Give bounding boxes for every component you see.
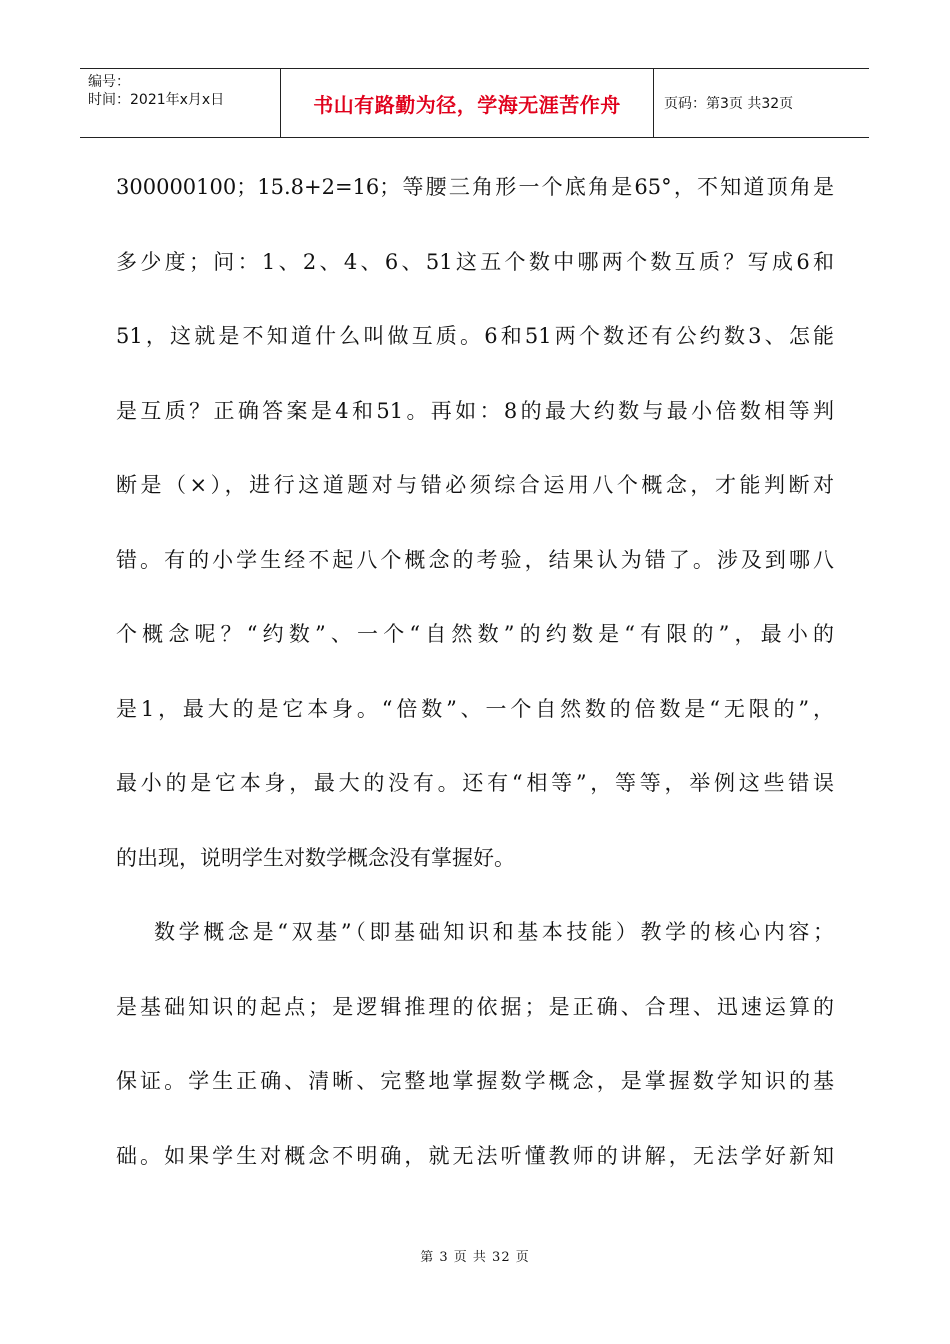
body-line: 51，这就是不知道什么叫做互质。6和51两个数还有公约数3、怎能 — [116, 324, 834, 348]
document-time-label: 时间：2021年x月x日 — [88, 92, 225, 108]
body-line: 是1，最大的是它本身。“倍数”、一个自然数的倍数是“无限的”， — [116, 696, 834, 721]
body-line: 是基础知识的起点；是逻辑推理的依据；是正确、合理、迅速运算的 — [116, 994, 834, 1019]
header-motto: 书山有路勤为径，学海无涯苦作舟 — [281, 69, 654, 137]
header-meta — [80, 69, 281, 137]
document-number-label: 编号： — [88, 74, 130, 90]
body-line: 是互质？正确答案是4和51。再如：8的最大约数与最小倍数相等判 — [116, 398, 834, 423]
body-line: 最小的是它本身，最大的没有。还有“相等”，等等，举例这些错误 — [116, 771, 834, 795]
body-line: 300000100；15.8+2=16；等腰三角形一个底角是65°，不知道顶角是 — [116, 175, 834, 199]
document-body — [116, 150, 834, 1193]
body-line: 个概念呢？“约数”、一个“自然数”的约数是“有限的”，最小的 — [116, 622, 834, 646]
body-line: 的出现，说明学生对数学概念没有掌握好。 — [116, 845, 515, 870]
body-line: 断是（×），进行这道题对与错必须综合运用八个概念，才能判断对 — [116, 473, 834, 497]
body-line: 错。有的小学生经不起八个概念的考验，结果认为错了。涉及到哪八 — [116, 547, 834, 572]
header-page-info: 页码：第3页 共32页 — [664, 96, 794, 112]
body-line: 保证。学生正确、清晰、完整地掌握数学概念，是掌握数学知识的基 — [116, 1069, 834, 1093]
body-line: 数学概念是“双基”（即基础知识和基本技能）教学的核心内容； — [154, 920, 834, 944]
body-line: 多少度；问：1、2、4、6、51这五个数中哪两个数互质？写成6和 — [116, 249, 834, 274]
page-header — [80, 68, 869, 138]
page-footer: 第 3 页 共 32 页 — [420, 1250, 530, 1265]
body-line: 础。如果学生对概念不明确，就无法听懂教师的讲解，无法学好新知 — [116, 1143, 834, 1168]
